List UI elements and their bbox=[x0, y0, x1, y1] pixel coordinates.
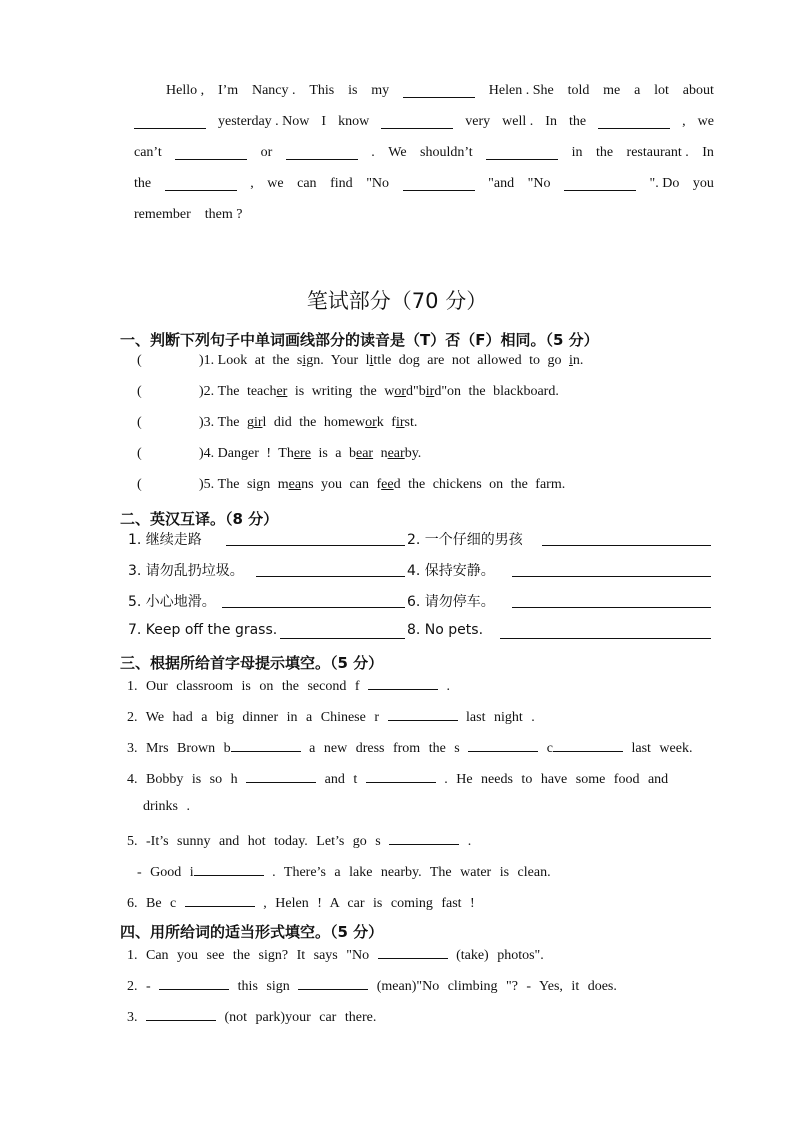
item-text: 2. 一个仔细的男孩 bbox=[407, 532, 523, 548]
item-text: (not park)your car there. bbox=[216, 1010, 377, 1025]
answer-blank[interactable] bbox=[231, 737, 301, 752]
answer-paren[interactable]: ( bbox=[137, 415, 142, 430]
answer-blank[interactable] bbox=[185, 892, 255, 907]
passage bbox=[134, 83, 714, 238]
item-text: The girl did the homework first. bbox=[217, 415, 418, 430]
passage-word: know bbox=[338, 114, 370, 129]
item-text: this sign bbox=[229, 979, 299, 994]
passage-word: . bbox=[371, 145, 375, 160]
fill-item bbox=[127, 737, 692, 757]
passage-word: about bbox=[682, 83, 714, 98]
passage-word: "No bbox=[366, 176, 390, 191]
passage-word: restaurant . bbox=[626, 145, 689, 160]
item-text: last night . bbox=[457, 710, 535, 725]
page-title: 笔试部分（70 分） bbox=[306, 289, 488, 313]
answer-blank[interactable] bbox=[512, 593, 711, 608]
passage-word: or bbox=[260, 145, 273, 160]
passage-word: ". Do bbox=[649, 176, 680, 191]
answer-paren[interactable]: ( bbox=[137, 384, 142, 399]
passage-word: shouldn’t bbox=[420, 145, 473, 160]
passage-word: I’m bbox=[217, 83, 239, 98]
item-text: 2. - bbox=[127, 979, 160, 994]
item-text: c bbox=[538, 741, 553, 756]
passage-word: , bbox=[250, 176, 254, 191]
fill-item bbox=[127, 675, 450, 695]
item-text: last week. bbox=[622, 741, 693, 756]
passage-word: "and bbox=[488, 176, 515, 191]
fill-item bbox=[127, 768, 668, 788]
form-item bbox=[127, 1006, 376, 1026]
answer-paren[interactable]: ( bbox=[137, 477, 142, 492]
item-text: 4. 保持安静。 bbox=[407, 563, 495, 579]
judge-item bbox=[137, 384, 559, 400]
passage-word: Hello , bbox=[166, 83, 205, 98]
passage-word: We bbox=[388, 145, 407, 160]
form-item bbox=[127, 975, 617, 995]
passage-word: we bbox=[697, 114, 714, 129]
passage-word: my bbox=[371, 83, 390, 98]
fill-item bbox=[127, 830, 471, 850]
item-text: 7. Keep off the grass. bbox=[128, 622, 278, 638]
item-text: - Good i bbox=[137, 865, 194, 880]
passage-word: lot bbox=[654, 83, 669, 98]
passage-word: me bbox=[603, 83, 621, 98]
item-number: )4. bbox=[199, 446, 218, 461]
translate-item bbox=[128, 529, 202, 549]
passage-word: Nancy . bbox=[251, 83, 296, 98]
answer-blank[interactable] bbox=[175, 145, 247, 160]
answer-blank[interactable] bbox=[256, 562, 405, 577]
answer-blank[interactable] bbox=[368, 675, 438, 690]
passage-word: them ? bbox=[204, 207, 243, 222]
item-text: a new dress from the s bbox=[300, 741, 469, 756]
answer-blank[interactable] bbox=[598, 114, 670, 129]
answer-blank[interactable] bbox=[286, 145, 358, 160]
answer-blank[interactable] bbox=[246, 768, 316, 783]
item-text: 6. Be c bbox=[127, 896, 185, 911]
passage-word: in bbox=[571, 145, 583, 160]
passage-word: very bbox=[465, 114, 491, 129]
passage-word: Helen . She bbox=[488, 83, 554, 98]
item-text: 5. 小心地滑。 bbox=[128, 594, 216, 610]
answer-blank[interactable] bbox=[298, 975, 368, 990]
item-text: The sign means you can feed the chickens on the farm. bbox=[217, 477, 566, 492]
judge-item bbox=[137, 446, 421, 462]
answer-blank[interactable] bbox=[280, 624, 405, 639]
passage-line bbox=[134, 176, 714, 207]
item-text: . He needs to have some food and bbox=[435, 772, 669, 787]
passage-word: yesterday . Now bbox=[218, 114, 310, 129]
passage-word: is bbox=[348, 83, 358, 98]
passage-word: , bbox=[682, 114, 686, 129]
answer-blank[interactable] bbox=[564, 176, 636, 191]
answer-blank[interactable] bbox=[381, 114, 453, 129]
fill-item bbox=[127, 892, 475, 912]
item-text: (take) photos". bbox=[447, 948, 544, 963]
item-text: 5. -It’s sunny and hot today. Let’s go s bbox=[127, 834, 390, 849]
answer-blank[interactable] bbox=[403, 176, 475, 191]
translate-item bbox=[128, 560, 244, 580]
translate-item bbox=[407, 591, 495, 611]
answer-blank[interactable] bbox=[378, 944, 448, 959]
passage-line bbox=[134, 207, 714, 238]
passage-word: told bbox=[567, 83, 590, 98]
translate-item bbox=[407, 529, 523, 549]
answer-blank[interactable] bbox=[542, 531, 711, 546]
passage-word: remember bbox=[134, 207, 191, 222]
item-text: 4. Bobby is so h bbox=[127, 772, 247, 787]
passage-word: "No bbox=[527, 176, 551, 191]
item-text: 6. 请勿停车。 bbox=[407, 594, 495, 610]
passage-word: I bbox=[321, 114, 327, 129]
form-item bbox=[127, 944, 544, 964]
passage-word: can bbox=[297, 176, 317, 191]
item-text: 1. Our classroom is on the second f bbox=[127, 679, 369, 694]
item-text: Danger ! There is a bear nearby. bbox=[217, 446, 422, 461]
passage-line bbox=[134, 83, 714, 114]
passage-word: can’t bbox=[134, 145, 162, 160]
passage-word: you bbox=[692, 176, 714, 191]
passage-word: This bbox=[309, 83, 335, 98]
passage-word: the bbox=[595, 145, 614, 160]
item-text: . bbox=[459, 834, 472, 849]
item-text: Look at the sign. Your little dog are not allowed to go in. bbox=[217, 353, 584, 368]
item-text: 8. No pets. bbox=[407, 622, 484, 638]
section2-heading: 二、英汉互译。（8 分） bbox=[120, 510, 279, 528]
item-text: 3. Mrs Brown b bbox=[127, 741, 231, 756]
answer-blank[interactable] bbox=[389, 830, 459, 845]
translate-item bbox=[407, 622, 483, 638]
passage-word: find bbox=[330, 176, 353, 191]
section4-heading: 四、用所给词的适当形式填空。（5 分） bbox=[120, 923, 384, 941]
item-text: 3. bbox=[127, 1010, 146, 1025]
answer-blank[interactable] bbox=[500, 624, 711, 639]
item-text: (mean)"No climbing "? - Yes, it does. bbox=[368, 979, 617, 994]
answer-blank[interactable] bbox=[366, 768, 436, 783]
item-text: 2. We had a big dinner in a Chinese r bbox=[127, 710, 388, 725]
item-text: . bbox=[438, 679, 451, 694]
answer-paren[interactable]: ( bbox=[137, 446, 142, 461]
passage-word: the bbox=[134, 176, 152, 191]
judge-item bbox=[137, 353, 583, 369]
answer-blank[interactable] bbox=[486, 145, 558, 160]
section1-heading: 一、判断下列句子中单词画线部分的读音是（T）否（F）相同。（5 分） bbox=[120, 331, 599, 349]
answer-blank[interactable] bbox=[226, 531, 405, 546]
item-text: 3. 请勿乱扔垃圾。 bbox=[128, 563, 244, 579]
fill-item bbox=[143, 799, 190, 815]
item-text: . There’s a lake nearby. The water is clean. bbox=[263, 865, 551, 880]
passage-word: In bbox=[702, 145, 714, 160]
answer-blank[interactable] bbox=[165, 176, 237, 191]
answer-blank[interactable] bbox=[146, 1006, 216, 1021]
judge-item bbox=[137, 477, 565, 493]
item-text: drinks . bbox=[143, 799, 190, 814]
answer-blank[interactable] bbox=[388, 706, 458, 721]
answer-blank[interactable] bbox=[512, 562, 711, 577]
translate-item bbox=[128, 622, 277, 638]
passage-word: a bbox=[634, 83, 641, 98]
item-text: 1. 继续走路 bbox=[128, 532, 202, 548]
item-text: 1. Can you see the sign? It says "No bbox=[127, 948, 378, 963]
item-number: )2. bbox=[199, 384, 218, 399]
passage-line bbox=[134, 114, 714, 145]
passage-word: In bbox=[545, 114, 557, 129]
passage-word: well . bbox=[502, 114, 534, 129]
passage-word: the bbox=[568, 114, 587, 129]
judge-item bbox=[137, 415, 417, 431]
item-number: )5. bbox=[199, 477, 218, 492]
answer-blank[interactable] bbox=[553, 737, 623, 752]
fill-item bbox=[127, 706, 535, 726]
item-text: , Helen ! A car is coming fast ! bbox=[254, 896, 475, 911]
fill-item bbox=[137, 861, 551, 881]
item-text: and t bbox=[316, 772, 366, 787]
passage-line bbox=[134, 145, 714, 176]
answer-blank[interactable] bbox=[468, 737, 538, 752]
answer-blank[interactable] bbox=[134, 114, 206, 129]
answer-blank[interactable] bbox=[403, 83, 475, 98]
item-number: )1. bbox=[199, 353, 218, 368]
answer-blank[interactable] bbox=[194, 861, 264, 876]
section3-heading: 三、根据所给首字母提示填空。（5 分） bbox=[120, 654, 384, 672]
translate-item bbox=[407, 560, 495, 580]
translate-item bbox=[128, 591, 216, 611]
answer-blank[interactable] bbox=[159, 975, 229, 990]
passage-word: we bbox=[267, 176, 284, 191]
item-text: The teacher is writing the word"bird"on the blackboard. bbox=[217, 384, 559, 399]
answer-blank[interactable] bbox=[222, 593, 405, 608]
item-number: )3. bbox=[199, 415, 218, 430]
answer-paren[interactable]: ( bbox=[137, 353, 142, 368]
